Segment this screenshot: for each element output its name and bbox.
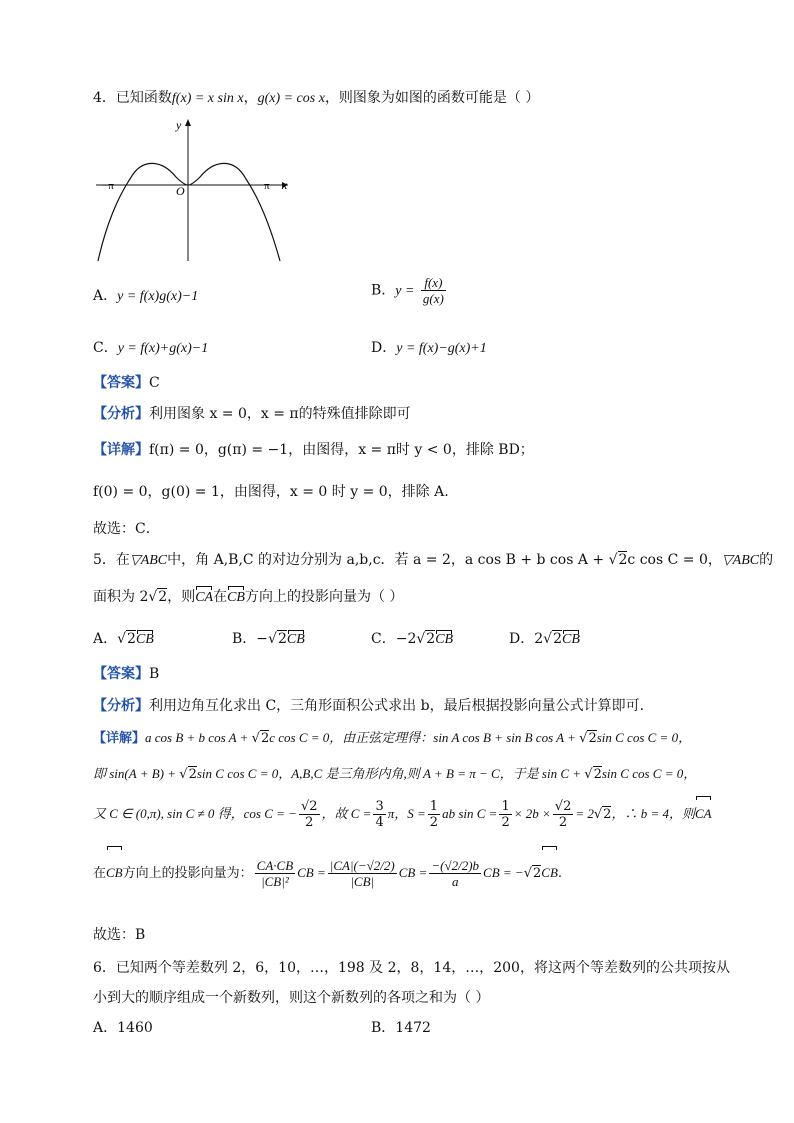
vector-cb: CB	[286, 632, 305, 647]
fraction	[299, 799, 320, 830]
detail-tag: 【详解】	[93, 731, 146, 746]
sqrt-value: 2	[588, 731, 597, 746]
option-prefix: −	[256, 631, 269, 647]
text: 方向上的投影向量为（ ）	[244, 589, 404, 605]
frac-denominator: 2	[429, 815, 439, 830]
frac-numerator: 1	[429, 799, 439, 814]
option-label: B．	[371, 1020, 396, 1036]
text: 面积为 2	[93, 589, 149, 605]
fraction	[373, 799, 385, 830]
q5-stem-line2: 面积为 2√2，则CA在CB方向上的投影向量为（ ）	[93, 587, 403, 608]
vector-cb: CB	[435, 632, 454, 647]
answer-tag: 【答案】	[93, 666, 149, 682]
text: 又 C ∈ (0,π), sin C ≠ 0 得，cos C = −	[93, 806, 297, 821]
triangle-abc: ▽ABC	[129, 553, 168, 568]
fraction	[499, 799, 511, 830]
vector-cb: CB	[106, 848, 123, 898]
frac-numerator: 3	[375, 799, 384, 814]
graph-curve	[98, 163, 280, 261]
fraction	[553, 799, 574, 830]
option-b-fraction	[421, 275, 446, 306]
option-text: y = f(x)g(x)−1	[117, 289, 199, 304]
text: sin C cos C = 0，	[596, 730, 692, 745]
frac-numerator: −(√2/2)b	[431, 858, 480, 873]
answer-tag: 【答案】	[93, 375, 149, 391]
q4-option-d[interactable]	[371, 337, 487, 357]
frac-denominator: 2	[501, 815, 510, 830]
q5-detail-1: 【详解】a cos B + b cos A + √2c cos C = 0，由正弦定理得：sin A cos B + sin B cos A + √2sin C cos C = 0，	[93, 730, 692, 746]
frac-denominator: g(x)	[422, 291, 444, 306]
text: sin C cos C = 0，	[601, 766, 697, 781]
text: 小到大的顺序组成一个新数列，则这个新数列的各项之和为（ ）	[93, 990, 490, 1006]
q5-detail-4: 在CB方向上的投影向量为： $\frac{CA\cdot CB}{\text{|CB|²}}$ CB = $\frac{|CA|(-√2/2)}{|CB|}$ CB = $\frac{-(√2/2)b}{a}$ CB = −√2CB.	[93, 848, 562, 899]
graph-y-label: y	[176, 118, 182, 132]
frac-denominator: |CB|	[350, 874, 375, 889]
sqrt-value: 2	[603, 807, 612, 822]
text: 在	[213, 589, 228, 605]
text: 即 sin(A + B) +	[93, 766, 180, 781]
analysis-text: 利用图象 x = 0，x = π的特殊值排除即可	[149, 406, 411, 422]
graph-origin-label: O	[176, 184, 185, 198]
frac-denominator: 4	[375, 815, 384, 830]
option-label: D．	[509, 631, 535, 647]
conclusion-text: 故选：C．	[93, 521, 160, 537]
q5-analysis	[93, 696, 644, 716]
vector-ca: CA	[695, 798, 712, 830]
vector-ca: CA	[195, 588, 213, 608]
text: .	[557, 866, 563, 881]
answer-value: B	[149, 666, 160, 682]
detail-tag: 【详解】	[93, 442, 149, 458]
option-label: B．	[232, 631, 257, 647]
answer-value: C	[149, 375, 160, 391]
sqrt-value: 2	[127, 631, 136, 647]
frac-numerator: f(x)	[421, 275, 446, 291]
fraction	[255, 858, 295, 889]
frac-numerator: √2	[300, 799, 318, 814]
q4-stem-suffix: ，则图象为如图的函数可能是（ ）	[324, 90, 540, 106]
option-label: B．	[371, 282, 396, 299]
frac-numerator: CA·CB	[256, 858, 294, 873]
text: × 2b ×	[513, 806, 551, 821]
fraction	[428, 799, 440, 830]
frac-numerator: |CA|(−√2/2)	[329, 858, 395, 873]
q4-function-graph	[92, 115, 292, 265]
q6-option-b[interactable]	[371, 1017, 431, 1037]
frac-denominator: 2	[558, 815, 568, 830]
q5-answer	[93, 664, 159, 684]
text: c cos C = 0，由正弦定理得：sin A cos B + sin B cos A +	[269, 730, 580, 745]
text: ，则	[167, 589, 196, 605]
text: 5．在	[93, 552, 130, 568]
text: 在	[93, 866, 107, 881]
frac-numerator: 1	[501, 799, 510, 814]
conclusion-text: 故选：B	[93, 927, 146, 943]
q4-stem	[93, 88, 539, 109]
text: CB =	[398, 865, 428, 880]
option-label: A．	[93, 631, 118, 647]
graph-neg-pi-label: −π	[102, 180, 114, 192]
text: 中，角 A,B,C 的对边分别为 a,b,c．若 a = 2，a cos B + b cos A +	[167, 552, 609, 568]
option-text: 1460	[117, 1020, 153, 1036]
text: ，∴ b = 4，则	[611, 806, 695, 821]
fraction	[429, 858, 481, 889]
text: π，S =	[387, 806, 426, 821]
analysis-text: 利用边角互化求出 C，三角形面积公式求出 b，最后根据投影向量公式计算即可.	[149, 698, 645, 714]
text: 6．已知两个等差数列 2，6，10，…，198 及 2，8，14，…，200，将这两个等差数列的公共项按从	[93, 960, 730, 976]
sqrt-value: 2	[277, 631, 287, 647]
triangle-abc: ▽ABC	[721, 553, 760, 568]
graph-pi-label: π	[264, 180, 270, 192]
vector-cb: CB	[562, 632, 580, 647]
analysis-tag: 【分析】	[93, 406, 149, 422]
vector-cb: CB	[227, 588, 245, 608]
q4-option-a[interactable]	[93, 285, 198, 305]
option-label: D．	[371, 340, 397, 356]
q4-conclusion	[93, 519, 160, 539]
fraction	[328, 858, 397, 889]
frac-denominator: |CB|²	[261, 874, 289, 889]
q4-stem-prefix: 4．已知函数	[93, 90, 172, 106]
q4-detail-2	[93, 482, 449, 502]
sqrt-value: 2	[260, 731, 270, 746]
q4-analysis	[93, 404, 411, 424]
sqrt-value: 2	[188, 767, 197, 782]
q5-option-b[interactable]: B．−√2CB	[232, 631, 305, 647]
q5-detail-2: 即 sin(A + B) + √2sin C cos C = 0，A,B,C 是三角形内角,则 A + B = π − C，于是 sin C + √2sin C cos C = 0，	[93, 766, 697, 782]
sqrt-value: 2	[533, 866, 542, 881]
graph-x-label: x	[282, 178, 288, 192]
q4-f-def: f(x) = x sin x	[171, 91, 244, 106]
option-label: C．	[93, 340, 118, 356]
vector-cb: CB	[541, 848, 558, 898]
text: CB =	[297, 865, 326, 880]
q5-detail-3: 又 C ∈ (0,π), sin C ≠ 0 得，cos C = − $\frac{√2}{2}$ ，故 C = $\frac{3}{4}$ π，S = $\frac{1}{2}$ ab sin C = $\frac{1}{2}$ × 2b × $\frac{√2}{2}$ = 2√2，∴ b = 4，则CA	[93, 799, 712, 830]
option-label: A．	[93, 1020, 118, 1036]
q5-option-d[interactable]: D．2√2CB	[509, 631, 580, 647]
q4-g-def: g(x) = cos x	[257, 91, 325, 106]
text: a cos B + b cos A +	[145, 730, 252, 745]
text: 的	[759, 552, 774, 568]
sqrt-value: 2	[426, 631, 436, 647]
q5-stem-line1: 5．在▽ABC中，角 A,B,C 的对边分别为 a,b,c．若 a = 2，a cos B + b cos A + √2c cos C = 0，▽ABC的	[93, 552, 774, 568]
graph-y-arrow	[185, 119, 191, 126]
q4-detail-1	[93, 440, 534, 460]
option-prefix: 2	[534, 631, 544, 647]
text: 方向上的投影向量为：	[122, 866, 253, 881]
option-text: 1472	[395, 1020, 431, 1036]
q6-stem-line1	[93, 958, 730, 978]
text: CB = −	[483, 865, 524, 880]
q6-option-a[interactable]	[93, 1017, 153, 1037]
q6-stem-line2	[93, 988, 489, 1008]
option-label: C．	[371, 631, 396, 647]
sqrt-value: 2	[593, 767, 602, 782]
q4-option-b[interactable]	[371, 275, 448, 306]
text: sin C cos C = 0，A,B,C 是三角形内角,则 A + B = π − C，于是 sin C +	[196, 766, 585, 781]
option-text: y = f(x)−g(x)+1	[396, 341, 487, 356]
sqrt-value: 2	[158, 589, 168, 605]
option-label: A．	[93, 288, 118, 304]
text: c cos C = 0，	[627, 552, 722, 568]
option-b-lhs: y =	[395, 283, 415, 299]
detail-text: f(π) = 0，g(π) = −1，由图得，x = π时 y < 0，排除 BD；	[149, 442, 534, 458]
q5-option-a[interactable]: A．√2CB	[93, 631, 154, 647]
option-prefix: −2	[395, 631, 417, 647]
frac-denominator: 2	[305, 815, 314, 830]
q5-option-c[interactable]: C．−2√2CB	[371, 631, 454, 647]
sqrt-value: 2	[618, 552, 628, 568]
q4-sep: ，	[243, 90, 258, 106]
vector-cb: CB	[135, 632, 154, 647]
text: = 2	[575, 806, 594, 821]
analysis-tag: 【分析】	[93, 698, 149, 714]
frac-numerator: √2	[554, 799, 572, 814]
sqrt-value: 2	[553, 631, 562, 647]
text: ab sin C =	[442, 806, 498, 821]
option-text: y = f(x)+g(x)−1	[117, 341, 209, 356]
frac-denominator: a	[451, 874, 459, 889]
q4-option-c[interactable]	[93, 337, 208, 357]
text: ，故 C =	[321, 806, 372, 821]
q5-conclusion	[93, 925, 145, 945]
detail-text: f(0) = 0，g(0) = 1，由图得，x = 0 时 y = 0，排除 A.	[93, 484, 449, 500]
q4-answer	[93, 373, 160, 393]
